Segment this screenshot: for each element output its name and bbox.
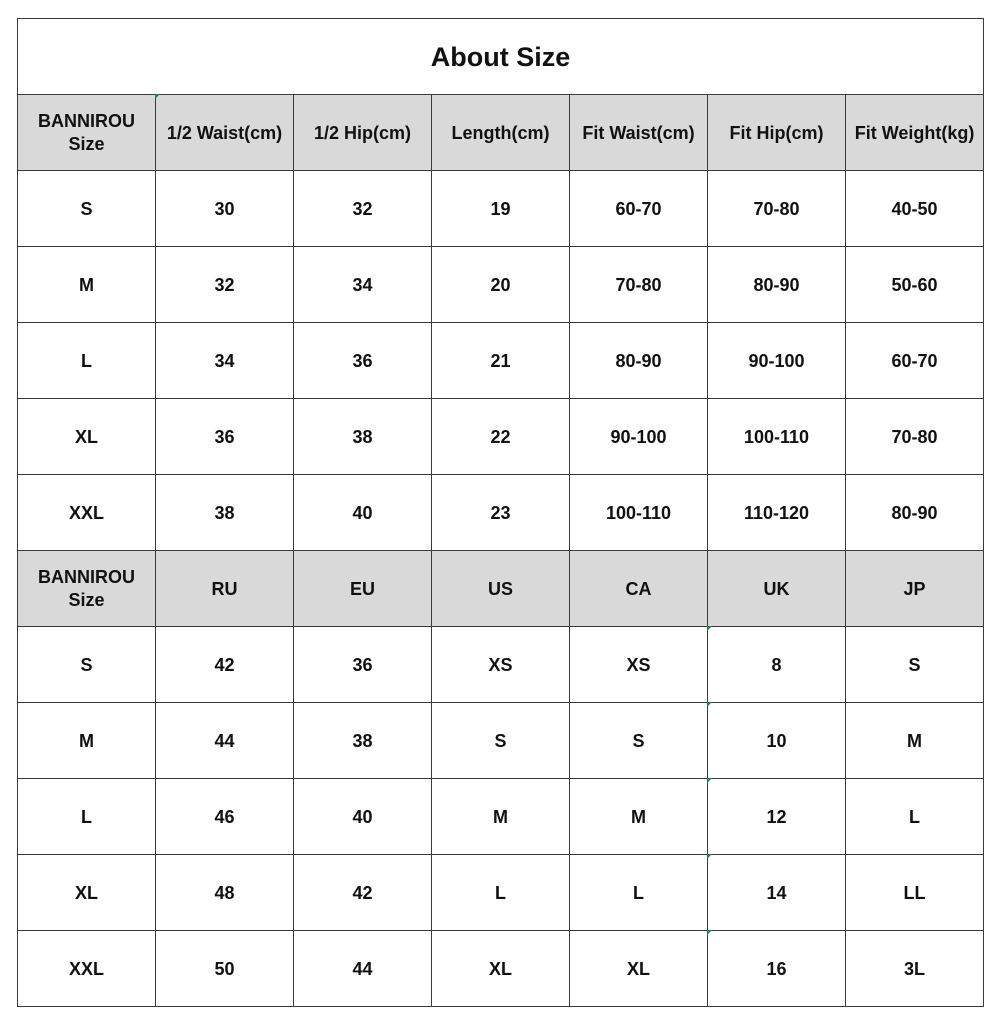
table-cell: 100-110 (708, 399, 846, 475)
table-cell: 34 (156, 323, 294, 399)
table2-header-row (18, 551, 984, 627)
table2-header-cell: RU (156, 551, 294, 627)
size-table (17, 18, 984, 1007)
table-cell: 23 (432, 475, 570, 551)
table-cell: M (570, 779, 708, 855)
table-row (18, 627, 984, 703)
header-label-line: Size (68, 133, 105, 154)
table-cell: 38 (294, 703, 432, 779)
table-row (18, 931, 984, 1007)
table-cell: 36 (294, 627, 432, 703)
table-cell: 34 (294, 247, 432, 323)
table-cell: XL (18, 399, 156, 475)
table-cell: 32 (156, 247, 294, 323)
table-cell: 110-120 (708, 475, 846, 551)
table-cell: XS (432, 627, 570, 703)
table-row (18, 779, 984, 855)
table1-header-cell: 1/2 Waist(cm) (156, 95, 294, 171)
header-label-line: Size (68, 589, 105, 610)
table-cell: 50 (156, 931, 294, 1007)
size-chart (17, 18, 983, 1007)
table-cell: 38 (294, 399, 432, 475)
table-cell: 32 (294, 171, 432, 247)
table-cell: XL (432, 931, 570, 1007)
table-cell: 80-90 (570, 323, 708, 399)
table-cell: S (846, 627, 984, 703)
table2-header-cell: JP (846, 551, 984, 627)
table-cell: XL (18, 855, 156, 931)
table1-header-cell: Length(cm) (432, 95, 570, 171)
table-cell: 44 (294, 931, 432, 1007)
table-cell: 48 (156, 855, 294, 931)
table-cell: XXL (18, 931, 156, 1007)
table-cell: LL (846, 855, 984, 931)
table-cell: 20 (432, 247, 570, 323)
table-cell: M (846, 703, 984, 779)
table2-header-cell: CA (570, 551, 708, 627)
table-cell: 12 (708, 779, 846, 855)
table-cell: 90-100 (570, 399, 708, 475)
table-cell: 16 (708, 931, 846, 1007)
table-cell: 36 (156, 399, 294, 475)
table1-header-cell: 1/2 Hip(cm) (294, 95, 432, 171)
table-row (18, 703, 984, 779)
table-cell: 80-90 (708, 247, 846, 323)
table-cell: XXL (18, 475, 156, 551)
table-cell: L (570, 855, 708, 931)
page-title: About Size (18, 19, 984, 95)
table-cell: 90-100 (708, 323, 846, 399)
table-cell: 38 (156, 475, 294, 551)
table-row (18, 475, 984, 551)
table-cell: 21 (432, 323, 570, 399)
table2-header-cell: EU (294, 551, 432, 627)
table-cell: 44 (156, 703, 294, 779)
table-cell: S (18, 627, 156, 703)
table-cell: 40 (294, 779, 432, 855)
table1-header-cell: Fit Waist(cm) (570, 95, 708, 171)
table-cell: 14 (708, 855, 846, 931)
table-cell: M (18, 703, 156, 779)
table2-header-cell (18, 551, 156, 627)
table-cell: 3L (846, 931, 984, 1007)
table-cell: 22 (432, 399, 570, 475)
table-cell: 70-80 (846, 399, 984, 475)
header-label-line: BANNIROU (38, 566, 135, 587)
table-cell: 40 (294, 475, 432, 551)
table-cell: S (570, 703, 708, 779)
table-cell: L (846, 779, 984, 855)
header-label-line: BANNIROU (38, 110, 135, 131)
table-cell: 70-80 (708, 171, 846, 247)
table-row (18, 247, 984, 323)
table-cell: 80-90 (846, 475, 984, 551)
table-row (18, 855, 984, 931)
table-cell: 30 (156, 171, 294, 247)
table-cell: 50-60 (846, 247, 984, 323)
table1-header-cell: Fit Weight(kg) (846, 95, 984, 171)
table-cell: 40-50 (846, 171, 984, 247)
table-cell: 100-110 (570, 475, 708, 551)
table-cell: 42 (294, 855, 432, 931)
table2-header-cell: US (432, 551, 570, 627)
table-cell: 36 (294, 323, 432, 399)
table-cell: 60-70 (570, 171, 708, 247)
table-row (18, 171, 984, 247)
table1-header-cell: Fit Hip(cm) (708, 95, 846, 171)
table-cell: 19 (432, 171, 570, 247)
table-row (18, 399, 984, 475)
table-cell: XL (570, 931, 708, 1007)
table1-header-cell (18, 95, 156, 171)
table-cell: L (432, 855, 570, 931)
table-cell: 46 (156, 779, 294, 855)
table-cell: 60-70 (846, 323, 984, 399)
table-cell: 8 (708, 627, 846, 703)
table-cell: M (432, 779, 570, 855)
table1-header-row (18, 95, 984, 171)
table-cell: 10 (708, 703, 846, 779)
table-cell: S (18, 171, 156, 247)
table-cell: 42 (156, 627, 294, 703)
table-cell: L (18, 779, 156, 855)
table-row (18, 323, 984, 399)
table-cell: L (18, 323, 156, 399)
table2-header-cell: UK (708, 551, 846, 627)
table-cell: 70-80 (570, 247, 708, 323)
table-cell: S (432, 703, 570, 779)
table-cell: XS (570, 627, 708, 703)
table-cell: M (18, 247, 156, 323)
